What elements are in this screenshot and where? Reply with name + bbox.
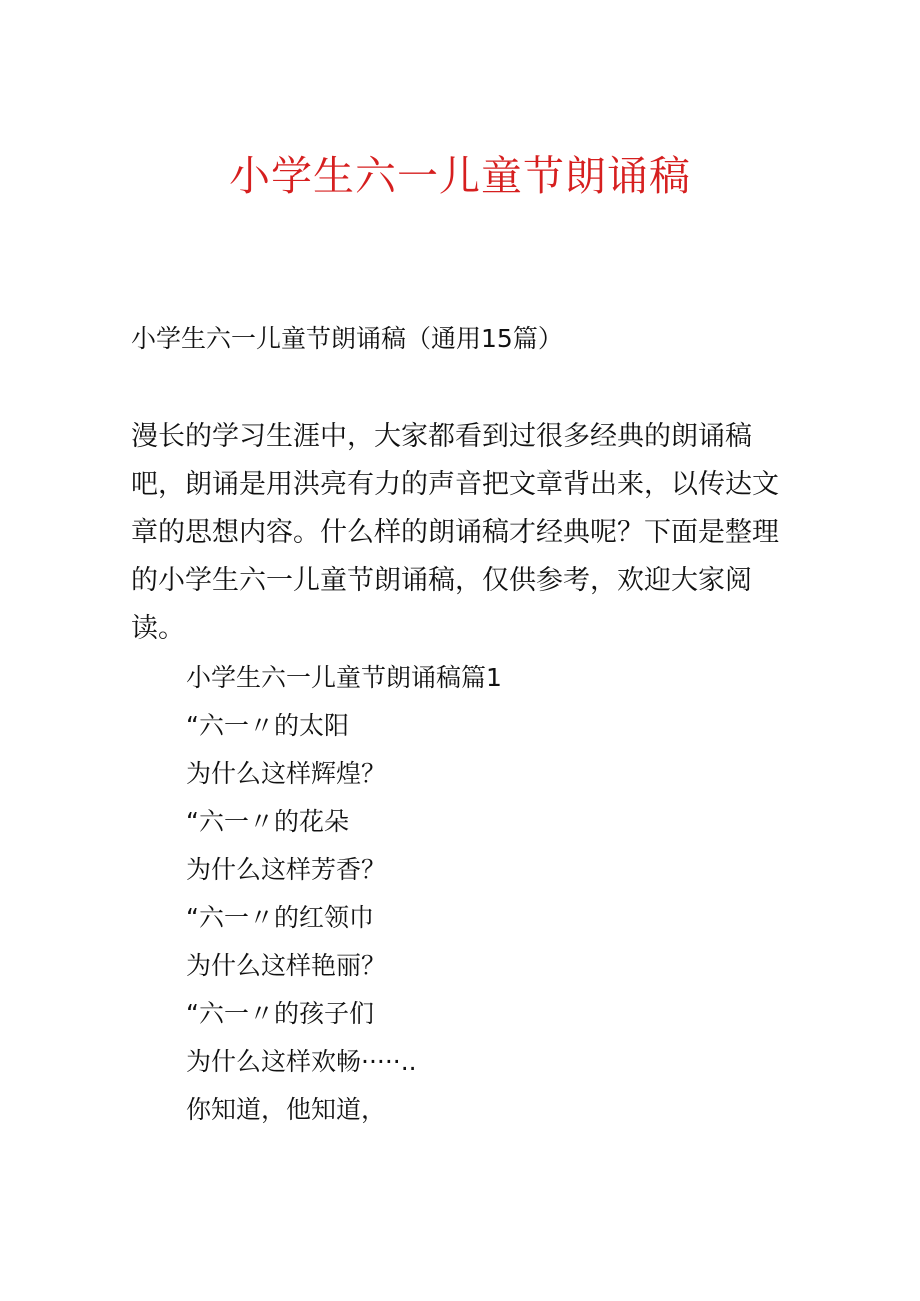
poem-line: “六一〃的孩子们 xyxy=(186,999,374,1028)
poem-line: “六一〃的花朵 xyxy=(186,807,349,836)
poem-line: “六一〃的太阳 xyxy=(186,711,349,740)
poem-line: 你知道，他知道， xyxy=(186,1095,387,1124)
document-title: 小学生六一儿童节朗诵稿 xyxy=(229,152,691,200)
poem-line: 为什么这样艳丽？ xyxy=(186,951,387,980)
intro-paragraph: 漫长的学习生涯中，大家都看到过很多经典的朗诵稿吧，朗诵是用洪亮有力的声音把文章背出来，以传达文章的思想内容。什么样的朗诵稿才经典呢？下面是整理的小学生六一儿童节朗诵稿，仅供参考，欢迎大家阅读。 xyxy=(131,421,779,644)
section-heading: 小学生六一儿童节朗诵稿篇1 xyxy=(186,663,502,692)
poem-line: 为什么这样欢畅·····.. xyxy=(186,1047,417,1076)
poem-line: “六一〃的红领巾 xyxy=(186,903,374,932)
poem-line: 为什么这样芳香？ xyxy=(186,855,387,884)
poem-line: 为什么这样辉煌？ xyxy=(186,759,387,788)
document-subtitle: 小学生六一儿童节朗诵稿（通用15篇） xyxy=(131,324,563,353)
poem-section xyxy=(186,654,502,1134)
